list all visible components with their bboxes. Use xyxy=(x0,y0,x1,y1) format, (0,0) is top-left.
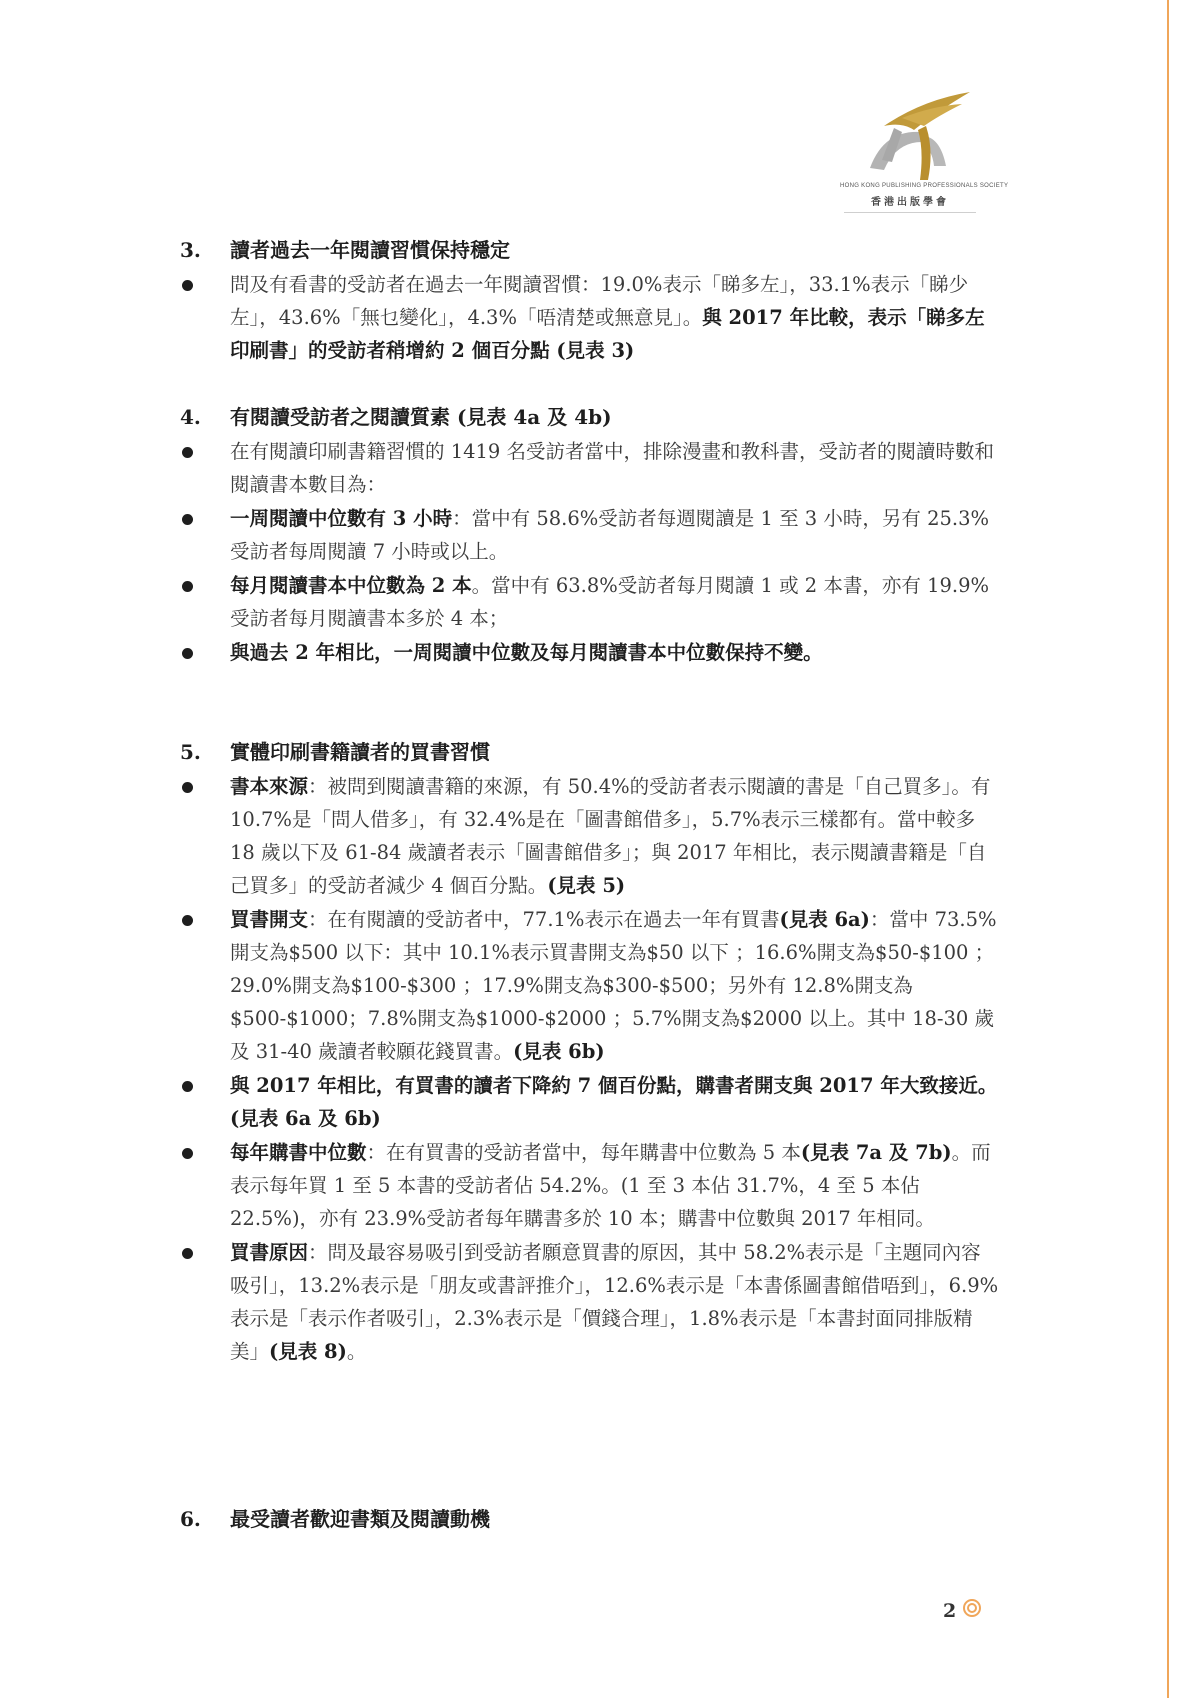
bullet-item: 問及有看書的受訪者在過去一年閱讀習慣：19.0%表示「睇多左」，33.1%表示「睇少左」，43.6%「無乜變化」，4.3%「唔清楚或無意見」。與 2017 年比較，表示「睇多左印刷書」的受訪者稍增約 2 個百分點 (見表 3) xyxy=(180,268,1000,367)
bullet-item: 與 2017 年相比，有買書的讀者下降約 7 個百份點，購書者開支與 2017 年大致接近。 (見表 6a 及 6b) xyxy=(180,1069,1000,1135)
section-number: 4. xyxy=(180,405,201,429)
section-title: 讀者過去一年閱讀習慣保持穩定 xyxy=(230,238,510,262)
bullet-item: 書本來源：被問到閱讀書籍的來源，有 50.4%的受訪者表示閱讀的書是「自己買多」。有 10.7%是「問人借多」，有 32.4%是在「圖書館借多」，5.7%表示三樣都有。當中較多 18 歲以下及 61-84 歲讀者表示「圖書館借多」；與 2017 年相比，表示閱讀書籍是「自己買多」的受訪者減少 4 個百分點。(見表 5) xyxy=(180,770,1000,902)
bullet-item: 一周閱讀中位數有 3 小時：當中有 58.6%受訪者每週閱讀是 1 至 3 小時，另有 25.3%受訪者每周閱讀 7 小時或以上。 xyxy=(180,502,1000,568)
section-5 xyxy=(180,735,1000,1368)
logo-chinese-name: 香港出版學會 xyxy=(871,197,949,208)
section-3 xyxy=(180,233,1000,367)
section-heading xyxy=(180,735,1000,769)
logo-english-name: HONG KONG PUBLISHING PROFESSIONALS SOCIETY xyxy=(840,183,1009,189)
bullet-dot-icon xyxy=(182,280,193,291)
bullet-dot-icon xyxy=(182,915,193,926)
section-title: 實體印刷書籍讀者的買書習慣 xyxy=(230,740,490,764)
bullet-dot-icon xyxy=(182,1081,193,1092)
section-title: 最受讀者歡迎書類及閱讀動機 xyxy=(230,1507,490,1531)
section-number: 3. xyxy=(180,238,201,262)
society-logo xyxy=(840,90,1009,225)
bullet-item: 買書開支：在有閱讀的受訪者中，77.1%表示在過去一年有買書(見表 6a)：當中 73.5%開支為$500 以下：其中 10.1%表示買書開支為$50 以下 ；16.6%開支為$50-$100 ；29.0%開支為$100-$300 ；17.9%開支為$300-$500；另外有 12.8%開支為$500-$1000；7.8%開支為$1000-$2000 ；5.7%開支為$2000 以上。其中 18-30 歲及 31-40 歲讀者較願花錢買書。(見表 6b) xyxy=(180,903,1000,1068)
bullet-dot-icon xyxy=(182,782,193,793)
page-edge-line xyxy=(1167,0,1169,1698)
logo-mark-icon xyxy=(862,90,972,182)
section-heading xyxy=(180,1502,1000,1536)
page-marker-icon xyxy=(962,1598,982,1618)
page-number: 2 xyxy=(943,1600,957,1622)
bullet-item: 與過去 2 年相比，一周閱讀中位數及每月閱讀書本中位數保持不變。 xyxy=(180,636,1000,669)
section-4 xyxy=(180,400,1000,669)
logo-divider xyxy=(844,212,976,213)
section-6 xyxy=(180,1502,1000,1536)
section-number: 5. xyxy=(180,740,201,764)
bullet-dot-icon xyxy=(182,648,193,659)
section-heading xyxy=(180,400,1000,434)
bullet-item: 每月閱讀書本中位數為 2 本。當中有 63.8%受訪者每月閱讀 1 或 2 本書，亦有 19.9%受訪者每月閱讀書本多於 4 本； xyxy=(180,569,1000,635)
bullet-dot-icon xyxy=(182,1148,193,1159)
bullet-item: 買書原因：問及最容易吸引到受訪者願意買書的原因，其中 58.2%表示是「主題同內容吸引」，13.2%表示是「朋友或書評推介」，12.6%表示是「本書係圖書館借唔到」，6.9%表示是「表示作者吸引」，2.3%表示是「價錢合理」，1.8%表示是「本書封面同排版精美」(見表 8)。 xyxy=(180,1236,1000,1368)
bullet-item: 每年購書中位數：在有買書的受訪者當中，每年購書中位數為 5 本(見表 7a 及 7b)。而表示每年買 1 至 5 本書的受訪者佔 54.2%。(1 至 3 本佔 31.7%，4 至 5 本佔 22.5%)，亦有 23.9%受訪者每年購書多於 10 本；購書中位數與 2017 年相同。 xyxy=(180,1136,1000,1235)
section-title: 有閱讀受訪者之閱讀質素 (見表 4a 及 4b) xyxy=(230,405,612,429)
bullet-dot-icon xyxy=(182,1248,193,1259)
bullet-item: 在有閱讀印刷書籍習慣的 1419 名受訪者當中，排除漫畫和教科書，受訪者的閱讀時數和閱讀書本數目為： xyxy=(180,435,1000,501)
section-heading xyxy=(180,233,1000,267)
bullet-dot-icon xyxy=(182,447,193,458)
bullet-dot-icon xyxy=(182,514,193,525)
section-number: 6. xyxy=(180,1507,201,1531)
bullet-dot-icon xyxy=(182,581,193,592)
